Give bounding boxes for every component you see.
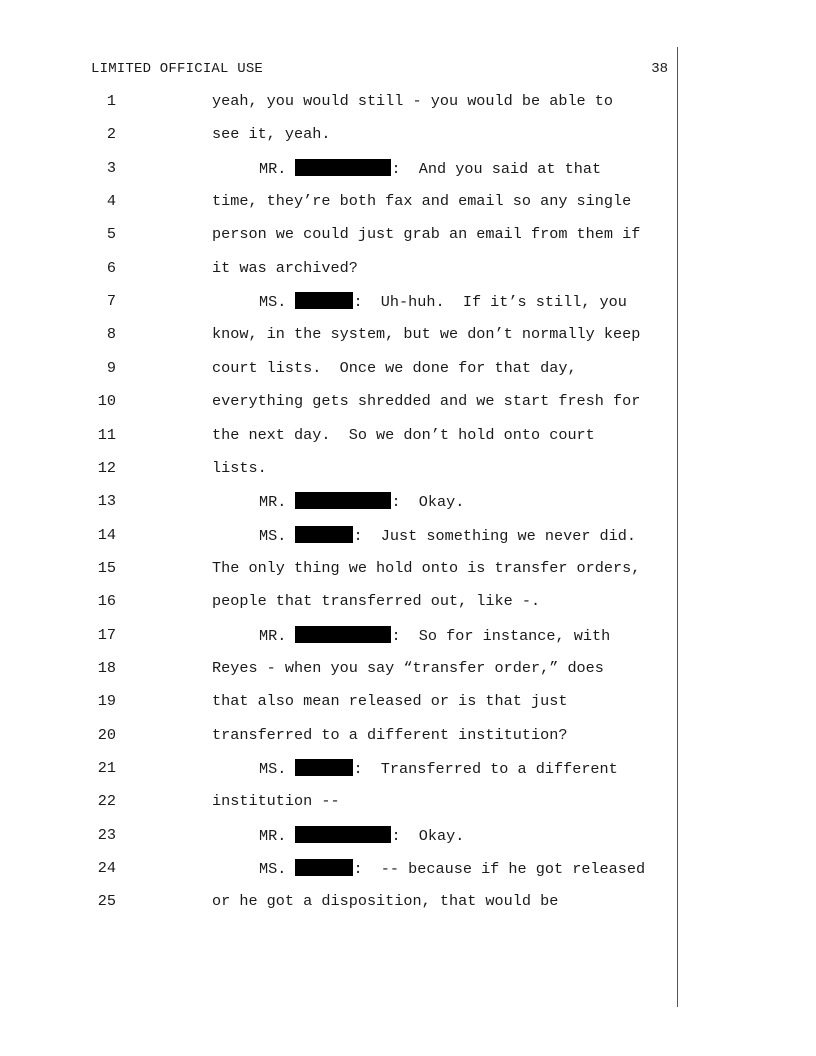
line-number: 11: [97, 425, 116, 444]
line-text: or he got a disposition, that would be: [212, 892, 559, 911]
classification-header: LIMITED OFFICIAL USE: [91, 61, 264, 77]
page-number: 38: [651, 61, 668, 77]
line-number: 22: [97, 792, 116, 811]
line-number: 2: [106, 125, 116, 144]
speaker-line: [259, 526, 636, 545]
line-number: 18: [97, 658, 116, 677]
line-number: 17: [97, 625, 116, 644]
transcript-line: [0, 792, 676, 816]
transcript-line: [0, 192, 676, 216]
speaker-prefix: MS.: [259, 860, 287, 879]
speaker-prefix: MS.: [259, 526, 287, 545]
speaker-text: : Just something we never did.: [353, 526, 637, 545]
line-number: 5: [106, 225, 116, 244]
line-number: 20: [97, 725, 116, 744]
speaker-line: [259, 292, 627, 311]
line-text: everything gets shredded and we start fresh for: [212, 392, 641, 411]
line-number: 1: [106, 92, 116, 110]
line-number: 14: [97, 525, 116, 544]
speaker-text: : Transferred to a different: [353, 760, 618, 778]
line-number: 24: [97, 859, 116, 878]
transcript-line: [0, 659, 676, 683]
redaction-box: [295, 492, 391, 509]
transcript-line: [0, 692, 676, 716]
line-number: 6: [106, 258, 116, 277]
transcript-line: [0, 559, 676, 583]
speaker-prefix: MS.: [259, 293, 287, 312]
line-number: 12: [97, 458, 116, 477]
speaker-prefix: MR.: [259, 826, 287, 845]
speaker-text: : And you said at that: [391, 159, 602, 178]
transcript-line: [0, 292, 676, 316]
transcript-line: [0, 492, 676, 516]
line-text: know, in the system, but we don’t normally keep: [212, 325, 641, 344]
speaker-line: [259, 759, 618, 778]
right-margin-rule: [677, 47, 678, 1007]
line-text: people that transferred out, like -.: [212, 592, 541, 611]
speaker-line: [259, 626, 610, 645]
transcript-line: [0, 392, 676, 416]
transcript-line: [0, 325, 676, 349]
line-text: transferred to a different institution?: [212, 725, 568, 744]
redaction-box: [295, 626, 391, 643]
speaker-prefix: MR.: [259, 159, 287, 178]
speaker-line: [259, 826, 464, 845]
speaker-line: [259, 859, 645, 878]
line-number: 8: [106, 325, 116, 344]
speaker-text: : So for instance, with: [391, 626, 611, 645]
line-text: that also mean released or is that just: [212, 692, 568, 711]
line-text: see it, yeah.: [212, 125, 331, 144]
redaction-box: [295, 526, 353, 543]
transcript-line: [0, 426, 676, 450]
line-text: yeah, you would still - you would be able to: [212, 92, 614, 110]
transcript-line: [0, 726, 676, 750]
speaker-line: [259, 492, 464, 511]
speaker-text: : Uh-huh. If it’s still, you: [353, 293, 627, 312]
redaction-box: [295, 826, 391, 843]
line-number: 4: [106, 192, 116, 211]
transcript-line: [0, 826, 676, 850]
line-text: The only thing we hold onto is transfer orders,: [212, 558, 641, 577]
speaker-text: : Okay.: [391, 826, 465, 845]
speaker-prefix: MR.: [259, 493, 287, 512]
transcript-line: [0, 259, 676, 283]
speaker-line: [259, 159, 601, 178]
line-number: 3: [106, 158, 116, 177]
transcript-line: [0, 759, 676, 783]
line-number: 15: [97, 558, 116, 577]
line-number: 21: [97, 759, 116, 777]
transcript-line: [0, 892, 676, 916]
transcript-line: [0, 626, 676, 650]
speaker-text: : -- because if he got released: [353, 860, 646, 879]
transcript-line: [0, 859, 676, 883]
line-text: court lists. Once we done for that day,: [212, 358, 577, 377]
line-number: 16: [97, 592, 116, 611]
speaker-text: : Okay.: [391, 493, 465, 512]
redaction-box: [295, 159, 391, 176]
redaction-box: [295, 292, 353, 309]
line-text: Reyes - when you say “transfer order,” does: [212, 658, 604, 677]
line-text: person we could just grab an email from them if: [212, 225, 641, 244]
speaker-prefix: MS.: [259, 760, 287, 778]
transcript-line: [0, 592, 676, 616]
transcript-line: [0, 225, 676, 249]
line-text: the next day. So we don’t hold onto court: [212, 425, 595, 444]
transcript-line: [0, 125, 676, 149]
redaction-box: [295, 859, 353, 876]
line-text: it was archived?: [212, 258, 358, 277]
transcript-line: [0, 459, 676, 483]
line-number: 7: [106, 292, 116, 311]
line-text: time, they’re both fax and email so any single: [212, 192, 632, 211]
line-text: lists.: [212, 458, 267, 477]
transcript-line: [0, 159, 676, 183]
line-number: 13: [97, 492, 116, 511]
line-number: 25: [97, 892, 116, 911]
transcript-line: [0, 359, 676, 383]
line-number: 9: [106, 358, 116, 377]
line-text: institution --: [212, 792, 340, 811]
transcript-line: [0, 92, 676, 116]
line-number: 23: [97, 825, 116, 844]
transcript-line: [0, 526, 676, 550]
line-number: 10: [97, 392, 116, 411]
speaker-prefix: MR.: [259, 626, 287, 645]
redaction-box: [295, 759, 353, 776]
line-number: 19: [97, 692, 116, 711]
